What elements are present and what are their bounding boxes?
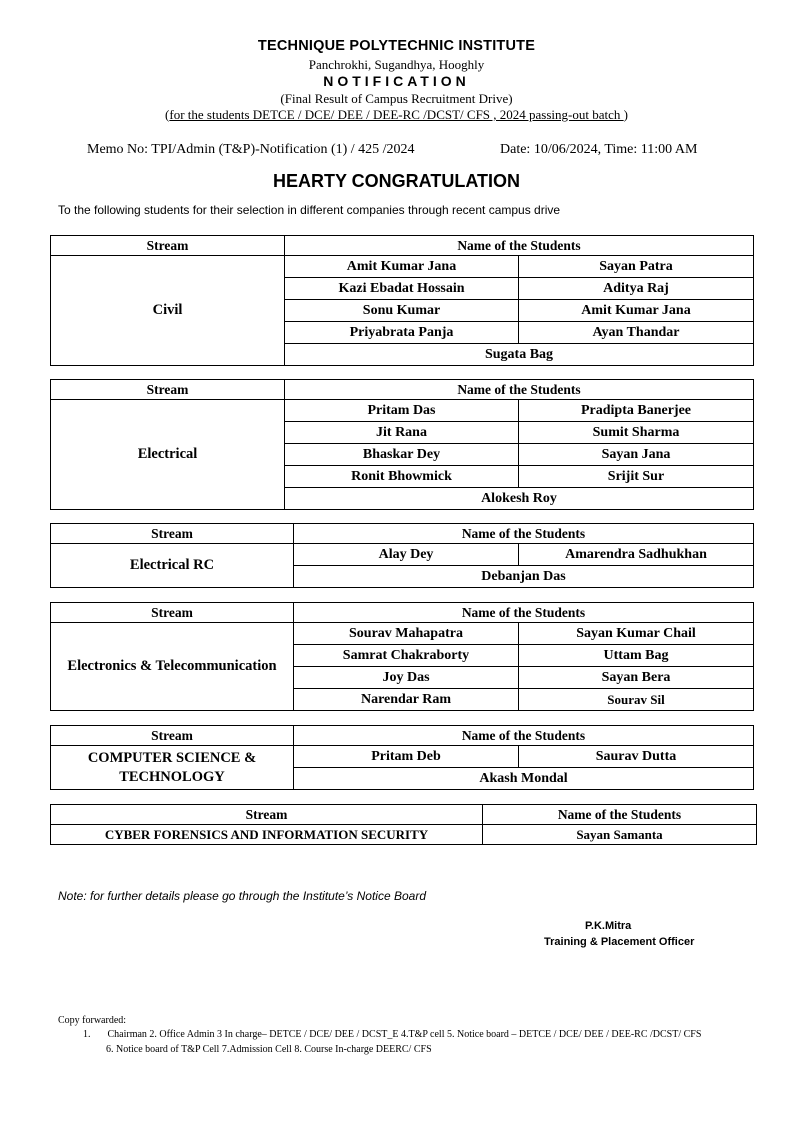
student-name: Bhaskar Dey	[285, 444, 519, 466]
student-name: Sayan Patra	[519, 256, 754, 278]
names-header: Name of the Students	[294, 726, 754, 746]
student-name: Kazi Ebadat Hossain	[285, 278, 519, 300]
student-name: Sayan Kumar Chail	[519, 623, 754, 645]
intro-text: To the following students for their selection in different companies through recent campus drive	[58, 203, 561, 217]
note-text: Note: for further details please go through the Institute’s Notice Board	[58, 889, 426, 903]
student-name: Narendar Ram	[294, 689, 519, 711]
stream-civil: Civil	[51, 256, 285, 366]
stream-header: Stream	[51, 805, 483, 825]
student-name: Pritam Das	[285, 400, 519, 422]
student-name: Priyabrata Panja	[285, 322, 519, 344]
student-name: Sayan Samanta	[483, 825, 757, 845]
student-name: Saurav Dutta	[519, 746, 754, 768]
student-name: Amit Kumar Jana	[519, 300, 754, 322]
names-header: Name of the Students	[285, 236, 754, 256]
names-header: Name of the Students	[294, 524, 754, 544]
batch-close-paren: )	[623, 107, 628, 122]
student-name: Alay Dey	[294, 544, 519, 566]
copy-forwarded-title: Copy forwarded:	[58, 1015, 127, 1026]
batch-line	[0, 107, 793, 123]
stream-header: Stream	[51, 603, 294, 623]
names-header: Name of the Students	[294, 603, 754, 623]
page-heading: HEARTY CONGRATULATION	[273, 171, 520, 191]
student-name: Aditya Raj	[519, 278, 754, 300]
etce-table	[50, 602, 754, 711]
student-name: Sourav Sil	[519, 689, 754, 711]
institute-address: Panchrokhi, Sugandhya, Hooghly	[308, 57, 485, 72]
memo-number: Memo No: TPI/Admin (T&P)-Notification (1) / 425 /2024	[87, 142, 415, 157]
batch-text: for the students DETCE / DCE/ DEE / DEE-RC /DCST/ CFS , 2024 passing-out batch	[169, 107, 624, 122]
stream-electrical-rc: Electrical RC	[51, 544, 294, 588]
notification-subtitle: (Final Result of Campus Recruitment Drive)	[280, 91, 513, 106]
stream-etce: Electronics & Telecommunication	[51, 623, 294, 711]
student-name: Amarendra Sadhukhan	[519, 544, 754, 566]
names-header: Name of the Students	[483, 805, 757, 825]
institute-name: TECHNIQUE POLYTECHNIC INSTITUTE	[257, 38, 536, 54]
student-name: Debanjan Das	[294, 566, 754, 588]
signatory-title: Training & Placement Officer	[544, 936, 695, 948]
student-name: Sugata Bag	[285, 344, 754, 366]
electrical-table	[50, 379, 754, 510]
stream-header: Stream	[51, 524, 294, 544]
civil-table	[50, 235, 754, 366]
student-name: Sourav Mahapatra	[294, 623, 519, 645]
stream-cfs: CYBER FORENSICS AND INFORMATION SECURITY	[51, 825, 483, 845]
student-name: Sayan Bera	[519, 667, 754, 689]
stream-header: Stream	[51, 726, 294, 746]
student-name: Sayan Jana	[519, 444, 754, 466]
cst-table	[50, 725, 754, 790]
names-header: Name of the Students	[285, 380, 754, 400]
stream-header: Stream	[51, 236, 285, 256]
notification-title: NOTIFICATION	[323, 73, 470, 89]
student-name: Joy Das	[294, 667, 519, 689]
copy-forwarded-line-2: 6. Notice board of T&P Cell 7.Admission Cell 8. Course In-charge DEERC/ CFS	[106, 1044, 432, 1055]
batch-open-paren: (	[165, 107, 170, 122]
student-name: Pradipta Banerjee	[519, 400, 754, 422]
student-name: Ayan Thandar	[519, 322, 754, 344]
student-name: Amit Kumar Jana	[285, 256, 519, 278]
student-name: Pritam Deb	[294, 746, 519, 768]
signatory-name: P.K.Mitra	[585, 920, 632, 932]
student-name: Sumit Sharma	[519, 422, 754, 444]
copy-list-text: Chairman 2. Office Admin 3 In charge– DETCE / DCE/ DEE / DCST_E 4.T&P cell 5. Notice board – DETCE / DCE/ DEE / DEE-RC /DCST/ CFS	[107, 1029, 702, 1040]
student-name: Sonu Kumar	[285, 300, 519, 322]
student-name: Ronit Bhowmick	[285, 466, 519, 488]
student-name: Jit Rana	[285, 422, 519, 444]
electrical-rc-table	[50, 523, 754, 588]
student-name: Samrat Chakraborty	[294, 645, 519, 667]
copy-forwarded-line-1	[83, 1029, 701, 1040]
student-name: Akash Mondal	[294, 768, 754, 790]
student-name: Srijit Sur	[519, 466, 754, 488]
stream-electrical: Electrical	[51, 400, 285, 510]
copy-list-number: 1.	[83, 1029, 91, 1040]
stream-cst: COMPUTER SCIENCE & TECHNOLOGY	[51, 746, 294, 790]
cfs-table	[50, 804, 757, 845]
student-name: Alokesh Roy	[285, 488, 754, 510]
student-name: Uttam Bag	[519, 645, 754, 667]
stream-header: Stream	[51, 380, 285, 400]
memo-date: Date: 10/06/2024, Time: 11:00 AM	[500, 142, 698, 157]
